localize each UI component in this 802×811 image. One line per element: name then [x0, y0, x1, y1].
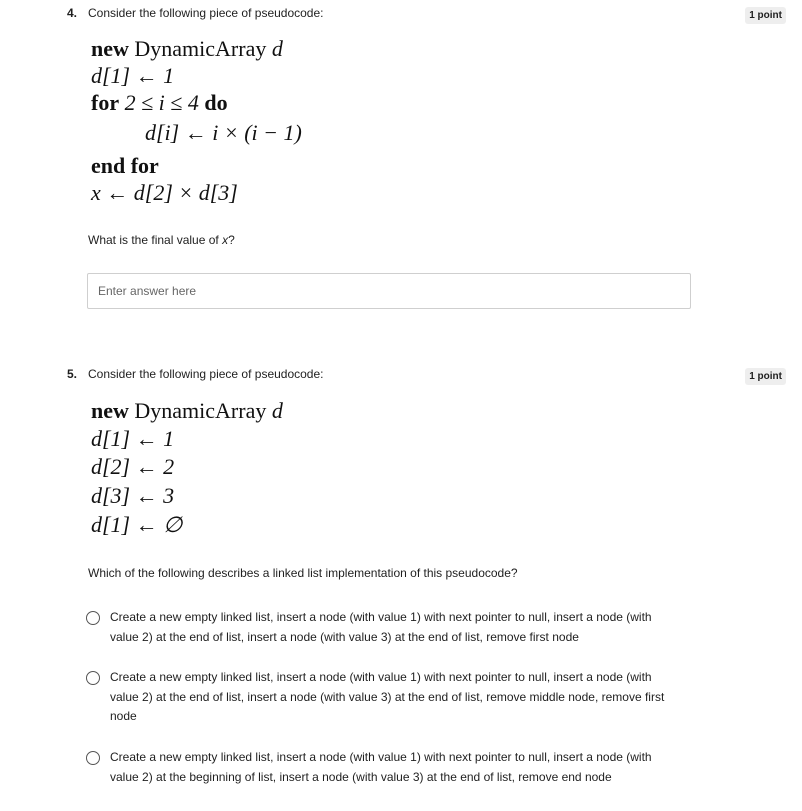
code-line-2: d[1] ← 1: [91, 426, 175, 451]
code-line-1: [91, 398, 283, 424]
loop-range: 2 ≤ i ≤ 4: [124, 90, 199, 115]
question-5-points-badge: 1 point: [745, 368, 786, 385]
radio-button[interactable]: [86, 751, 100, 765]
code-line-6: x ← d[2] × d[3]: [91, 180, 238, 205]
code-line-1: [91, 36, 283, 62]
option-label[interactable]: Create a new empty linked list, insert a node (with value 1) with next pointer to null, insert a node (with value 2) at the end of list, insert a node (with value 3) at the end of list, remove first node: [110, 610, 652, 644]
code-line-4: d[3] ← 3: [91, 483, 175, 508]
radio-button[interactable]: [86, 611, 100, 625]
ask-text: What is the final value of: [88, 233, 223, 247]
radio-button[interactable]: [86, 671, 100, 685]
keyword-new: new: [91, 398, 129, 423]
question-5-prompt: Consider the following piece of pseudocode:: [88, 367, 324, 381]
answer-option-3[interactable]: [86, 750, 686, 787]
ask-variable: x: [222, 233, 229, 247]
question-4-prompt: Consider the following piece of pseudocode:: [88, 6, 324, 20]
code-line-5: end for: [91, 153, 159, 178]
type-name: DynamicArray: [134, 398, 267, 423]
question-4-ask: [88, 233, 235, 247]
code-line-2: d[1] ← 1: [91, 63, 175, 88]
ask-suffix: ?: [228, 233, 235, 247]
question-5-ask: Which of the following describes a linked list implementation of this pseudocode?: [88, 566, 518, 580]
option-label[interactable]: Create a new empty linked list, insert a node (with value 1) with next pointer to null, insert a node (with value 2) at the end of list, insert a node (with value 3) at the end of list, remove middle node, remove first node: [110, 670, 665, 723]
answer-option-1[interactable]: [86, 610, 686, 647]
type-name: DynamicArray: [134, 36, 267, 61]
code-line-3: d[2] ← 2: [91, 454, 175, 479]
variable: d: [271, 36, 283, 61]
variable: d: [271, 398, 283, 423]
question-4-number: 4.: [67, 6, 78, 20]
code-line-3: [91, 90, 228, 116]
option-label[interactable]: Create a new empty linked list, insert a node (with value 1) with next pointer to null, insert a node (with value 2) at the beginning of list, insert a node (with value 3) at the end of list, remove end node: [110, 750, 652, 784]
keyword-for: for: [91, 90, 120, 115]
keyword-do: do: [204, 90, 228, 115]
answer-input[interactable]: [87, 273, 691, 309]
answer-option-2[interactable]: [86, 670, 686, 727]
question-4-points-badge: 1 point: [745, 7, 786, 24]
code-line-5: d[1] ← ∅: [91, 512, 183, 537]
keyword-new: new: [91, 36, 129, 61]
code-line-4: d[i] ← i × (i − 1): [145, 120, 302, 145]
question-5-number: 5.: [67, 367, 78, 381]
